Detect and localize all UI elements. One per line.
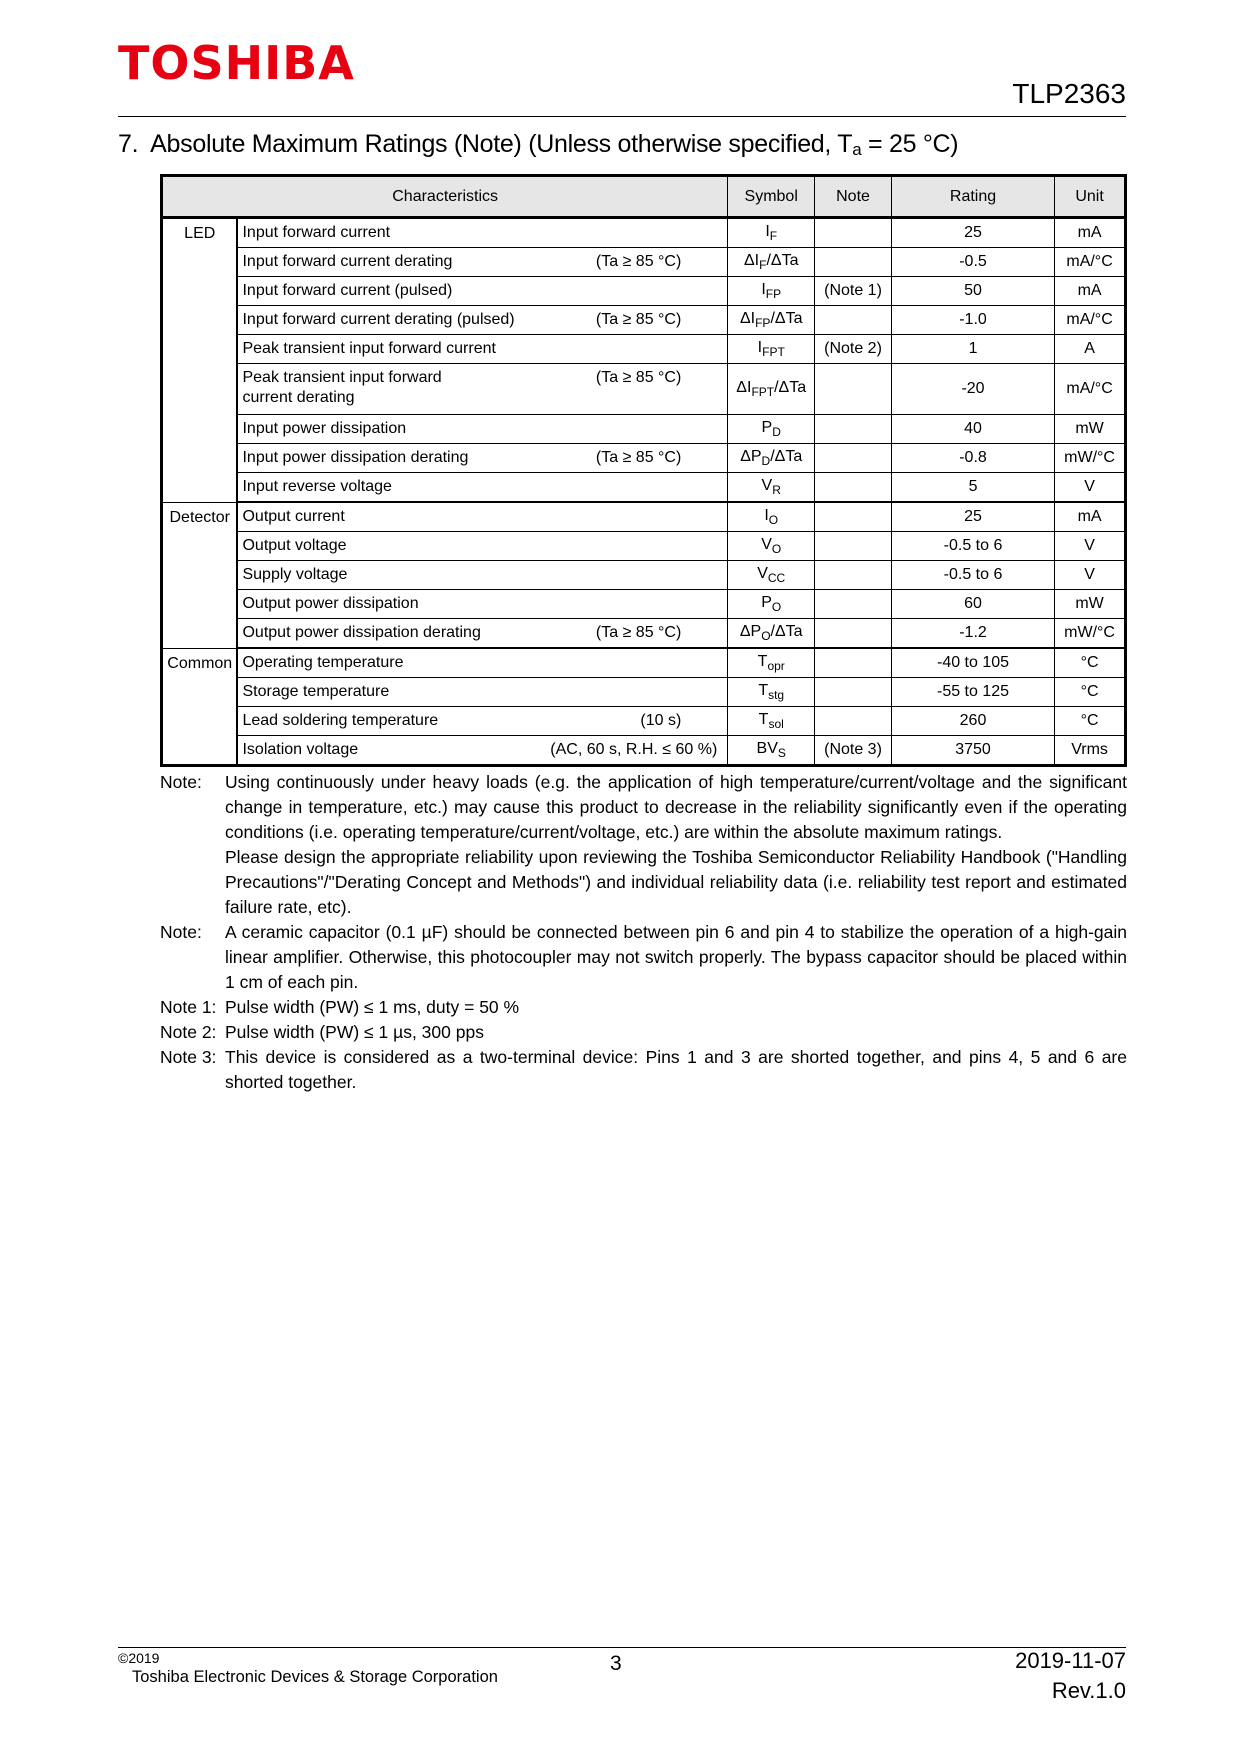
symbol-cell	[728, 248, 815, 277]
characteristic-cell	[237, 561, 727, 590]
symbol-subscript: D	[772, 425, 781, 440]
table-row	[162, 277, 1126, 306]
table-row	[162, 707, 1126, 736]
condition: (Ta ≥ 85 °C)	[595, 311, 682, 328]
unit-cell: mW/°C	[1055, 444, 1126, 473]
note-cell	[815, 561, 892, 590]
symbol-base: P	[761, 418, 773, 436]
note-cell	[815, 532, 892, 561]
symbol-cell	[728, 415, 815, 444]
condition: (10 s)	[640, 712, 682, 729]
characteristic-cell	[237, 473, 727, 503]
characteristic-label: Lead soldering temperature	[242, 712, 439, 729]
symbol-base: T	[758, 710, 769, 728]
characteristic-cell	[237, 444, 727, 473]
doc-date: 2019-11-07	[1015, 1648, 1126, 1673]
table-row	[162, 306, 1126, 335]
characteristic-cell	[237, 736, 727, 766]
symbol-tail: /ΔTa	[774, 378, 807, 396]
header-symbol: Symbol	[728, 176, 815, 218]
symbol-cell	[728, 502, 815, 532]
symbol-cell	[728, 277, 815, 306]
table-row	[162, 335, 1126, 364]
note-paragraph: Pulse width (PW) ≤ 1 µs, 300 pps	[225, 1022, 484, 1042]
symbol-base: I	[764, 506, 769, 524]
copyright: ©2019	[118, 1650, 160, 1666]
page-number: 3	[610, 1652, 622, 1675]
characteristic-label: Peak transient input forward current derating	[242, 369, 442, 406]
characteristic-cell	[237, 648, 727, 678]
note-text	[225, 920, 1127, 995]
group-label: Common	[162, 648, 238, 766]
characteristic-cell	[237, 364, 727, 415]
characteristic-label: Peak transient input forward current	[242, 340, 496, 357]
unit-cell: V	[1055, 532, 1126, 561]
rating-cell: -0.5 to 6	[891, 532, 1054, 561]
symbol-cell	[728, 648, 815, 678]
symbol-cell	[728, 335, 815, 364]
symbol-cell	[728, 473, 815, 503]
table-row	[162, 473, 1126, 503]
characteristic-cell	[237, 678, 727, 707]
characteristic-label: Input power dissipation	[242, 420, 407, 437]
doc-revision: Rev.1.0	[1051, 1678, 1126, 1703]
rating-cell: 5	[891, 473, 1054, 503]
note-label: Note 1:	[160, 997, 217, 1017]
rating-cell: 25	[891, 502, 1054, 532]
note-cell: (Note 1)	[815, 277, 892, 306]
section-title-sub: a	[852, 140, 862, 159]
note-item	[160, 1045, 1127, 1095]
note-cell	[815, 444, 892, 473]
symbol-subscript: O	[771, 600, 782, 615]
symbol-tail: /ΔTa	[770, 309, 803, 327]
unit-cell: °C	[1055, 678, 1126, 707]
note-paragraph: Pulse width (PW) ≤ 1 ms, duty = 50 %	[225, 997, 520, 1017]
symbol-subscript: FPT	[751, 385, 775, 400]
symbol-cell	[728, 306, 815, 335]
note-label: Note 3:	[160, 1047, 217, 1067]
note-text	[225, 1045, 1127, 1095]
characteristic-cell	[237, 248, 727, 277]
symbol-subscript: F	[769, 229, 778, 244]
characteristic-label: Output power dissipation derating	[242, 624, 481, 641]
table-row	[162, 619, 1126, 649]
symbol-cell	[728, 619, 815, 649]
rating-cell: -1.2	[891, 619, 1054, 649]
characteristic-label: Output voltage	[242, 537, 347, 554]
note-cell	[815, 248, 892, 277]
symbol-base: V	[761, 535, 772, 553]
section-title-tail: = 25 °C)	[861, 130, 959, 158]
note-cell	[815, 648, 892, 678]
rating-cell: 1	[891, 335, 1054, 364]
note-text	[225, 770, 1127, 920]
symbol-subscript: CC	[767, 571, 786, 586]
note-cell	[815, 218, 892, 248]
rating-cell: 260	[891, 707, 1054, 736]
characteristic-cell	[237, 415, 727, 444]
unit-cell: mA	[1055, 502, 1126, 532]
unit-cell: mA	[1055, 277, 1126, 306]
table-row	[162, 561, 1126, 590]
note-item	[160, 1020, 1127, 1045]
absolute-max-ratings-table	[160, 174, 1127, 767]
unit-cell: Vrms	[1055, 736, 1126, 766]
table-row	[162, 736, 1126, 766]
note-label: Note 2:	[160, 1022, 217, 1042]
section-number: 7.	[118, 130, 139, 158]
symbol-cell	[728, 561, 815, 590]
rating-cell: -1.0	[891, 306, 1054, 335]
symbol-base: I	[757, 338, 763, 356]
characteristic-cell	[237, 218, 727, 248]
characteristic-cell	[237, 707, 727, 736]
characteristic-label: Input forward current derating (pulsed)	[242, 311, 515, 328]
note-text	[225, 1020, 1127, 1045]
note-cell	[815, 364, 892, 415]
symbol-subscript: S	[777, 746, 786, 761]
note-label: Note:	[160, 922, 202, 942]
unit-cell: mA	[1055, 218, 1126, 248]
section-title-main: Absolute Maximum Ratings (Note) (Unless otherwise specified, T	[150, 130, 853, 158]
footer-divider	[118, 1647, 1126, 1648]
characteristic-label: Input forward current (pulsed)	[242, 282, 453, 299]
unit-cell: mA/°C	[1055, 306, 1126, 335]
rating-cell: -40 to 105	[891, 648, 1054, 678]
symbol-subscript: R	[772, 483, 781, 498]
section-title	[118, 130, 958, 160]
symbol-subscript: O	[768, 513, 779, 528]
rating-cell: -55 to 125	[891, 678, 1054, 707]
table-row	[162, 218, 1126, 248]
symbol-base: V	[761, 476, 773, 494]
condition: (Ta ≥ 85 °C)	[595, 624, 682, 641]
note-cell	[815, 473, 892, 503]
rating-cell: 25	[891, 218, 1054, 248]
symbol-subscript: D	[761, 454, 771, 469]
symbol-cell	[728, 707, 815, 736]
rating-cell: 60	[891, 590, 1054, 619]
unit-cell: mA/°C	[1055, 248, 1126, 277]
header-divider	[118, 116, 1126, 117]
note-cell	[815, 306, 892, 335]
group-label: Detector	[162, 502, 238, 648]
header-rating: Rating	[891, 176, 1054, 218]
part-number: TLP2363	[1012, 78, 1126, 109]
table-row	[162, 415, 1126, 444]
table-row	[162, 590, 1126, 619]
note-cell	[815, 678, 892, 707]
symbol-subscript: FPT	[762, 345, 785, 360]
notes-section	[160, 770, 1127, 1095]
table-row	[162, 444, 1126, 473]
unit-cell: °C	[1055, 707, 1126, 736]
unit-cell: mW	[1055, 415, 1126, 444]
group-label: LED	[162, 218, 238, 503]
symbol-tail: /ΔTa	[770, 447, 803, 465]
symbol-base: ΔI	[736, 378, 752, 396]
unit-cell: V	[1055, 473, 1126, 503]
symbol-subscript: O	[761, 629, 771, 644]
unit-cell: °C	[1055, 648, 1126, 678]
symbol-subscript: sol	[768, 717, 784, 732]
characteristic-label: Storage temperature	[242, 683, 390, 700]
unit-cell: mW/°C	[1055, 619, 1126, 649]
symbol-base: I	[761, 280, 766, 298]
note-text	[225, 995, 1127, 1020]
note-cell	[815, 590, 892, 619]
condition: (AC, 60 s, R.H. ≤ 60 %)	[550, 741, 718, 758]
note-paragraph: This device is considered as a two-terminal device: Pins 1 and 3 are shorted together, and pins 4, 5 and 6 are shorted together.	[225, 1047, 1127, 1092]
header-note: Note	[815, 176, 892, 218]
table-header-row	[162, 176, 1126, 218]
table-row	[162, 248, 1126, 277]
symbol-base: P	[761, 593, 772, 611]
rating-cell: -0.5 to 6	[891, 561, 1054, 590]
header-characteristics: Characteristics	[162, 176, 728, 218]
note-cell: (Note 3)	[815, 736, 892, 766]
symbol-subscript: O	[771, 542, 782, 557]
unit-cell: mA/°C	[1055, 364, 1126, 415]
toshiba-logo: TOSHIBA	[118, 36, 355, 90]
symbol-cell	[728, 590, 815, 619]
characteristic-cell	[237, 619, 727, 649]
rating-cell: 40	[891, 415, 1054, 444]
condition: (Ta ≥ 85 °C)	[595, 449, 682, 466]
header-unit: Unit	[1055, 176, 1126, 218]
symbol-base: T	[757, 652, 768, 670]
symbol-cell	[728, 736, 815, 766]
note-cell	[815, 415, 892, 444]
table-row	[162, 364, 1126, 415]
rating-cell: -20	[891, 364, 1054, 415]
note-item	[160, 770, 1127, 920]
characteristic-cell	[237, 335, 727, 364]
note-label: Note:	[160, 772, 202, 792]
characteristic-label: Supply voltage	[242, 566, 348, 583]
symbol-cell	[728, 364, 815, 415]
company-name: Toshiba Electronic Devices & Storage Corporation	[132, 1668, 498, 1686]
characteristic-label: Input power dissipation derating	[242, 449, 469, 466]
characteristic-cell	[237, 306, 727, 335]
symbol-base: ΔI	[739, 309, 756, 327]
symbol-base: ΔI	[743, 251, 760, 269]
rating-cell: 50	[891, 277, 1054, 306]
symbol-subscript: stg	[768, 688, 785, 703]
symbol-cell	[728, 678, 815, 707]
symbol-base: ΔP	[739, 622, 762, 640]
characteristic-cell	[237, 532, 727, 561]
characteristic-label: Output current	[242, 508, 345, 525]
symbol-base: I	[765, 222, 770, 240]
characteristic-label: Input forward current	[242, 224, 391, 241]
symbol-tail: /ΔTa	[770, 622, 803, 640]
table-row	[162, 678, 1126, 707]
symbol-cell	[728, 218, 815, 248]
symbol-base: T	[758, 681, 769, 699]
condition: (Ta ≥ 85 °C)	[595, 253, 682, 270]
symbol-tail: /ΔTa	[766, 251, 799, 269]
note-paragraph: A ceramic capacitor (0.1 µF) should be connected between pin 6 and pin 4 to stabilize the operation of a high-gain linear amplifier. Otherwise, this photocoupler may not switch properly. The bypass capacitor should be placed within 1 cm of each pin.	[225, 922, 1127, 992]
symbol-subscript: F	[759, 258, 767, 273]
unit-cell: A	[1055, 335, 1126, 364]
table-row	[162, 648, 1126, 678]
note-paragraph: Using continuously under heavy loads (e.g. the application of high temperature/current/voltage and the significant change in temperature, etc.) may cause this product to decrease in the reliability significantly even if the operating conditions (i.e. operating temperature/current/voltage, etc.) are within the absolute maximum ratings.	[225, 772, 1127, 842]
rating-cell: 3750	[891, 736, 1054, 766]
symbol-cell	[728, 532, 815, 561]
symbol-base: BV	[756, 739, 778, 757]
table-row	[162, 532, 1126, 561]
characteristic-cell	[237, 502, 727, 532]
symbol-base: V	[757, 564, 768, 582]
unit-cell: mW	[1055, 590, 1126, 619]
note-cell: (Note 2)	[815, 335, 892, 364]
note-cell	[815, 707, 892, 736]
note-paragraph: Please design the appropriate reliability upon reviewing the Toshiba Semiconductor Reliability Handbook ("Handling Precautions"/"Derating Concept and Methods") and individual reliability data (i.e. reliability test report and estimated failure rate, etc).	[225, 847, 1127, 917]
characteristic-label: Isolation voltage	[242, 741, 359, 758]
characteristic-label: Input reverse voltage	[242, 478, 392, 495]
characteristic-label: Input forward current derating	[242, 253, 453, 270]
rating-cell: -0.5	[891, 248, 1054, 277]
symbol-subscript: FP	[755, 316, 771, 331]
unit-cell: V	[1055, 561, 1126, 590]
note-item	[160, 920, 1127, 995]
symbol-base: ΔP	[740, 447, 762, 465]
symbol-subscript: opr	[767, 659, 785, 674]
note-cell	[815, 619, 892, 649]
note-item	[160, 995, 1127, 1020]
symbol-cell	[728, 444, 815, 473]
characteristic-label: Output power dissipation	[242, 595, 419, 612]
characteristic-cell	[237, 590, 727, 619]
characteristic-label: Operating temperature	[242, 654, 404, 671]
characteristic-cell	[237, 277, 727, 306]
rating-cell: -0.8	[891, 444, 1054, 473]
table-row	[162, 502, 1126, 532]
symbol-subscript: FP	[765, 287, 782, 302]
condition: (Ta ≥ 85 °C)	[595, 369, 682, 386]
note-cell	[815, 502, 892, 532]
